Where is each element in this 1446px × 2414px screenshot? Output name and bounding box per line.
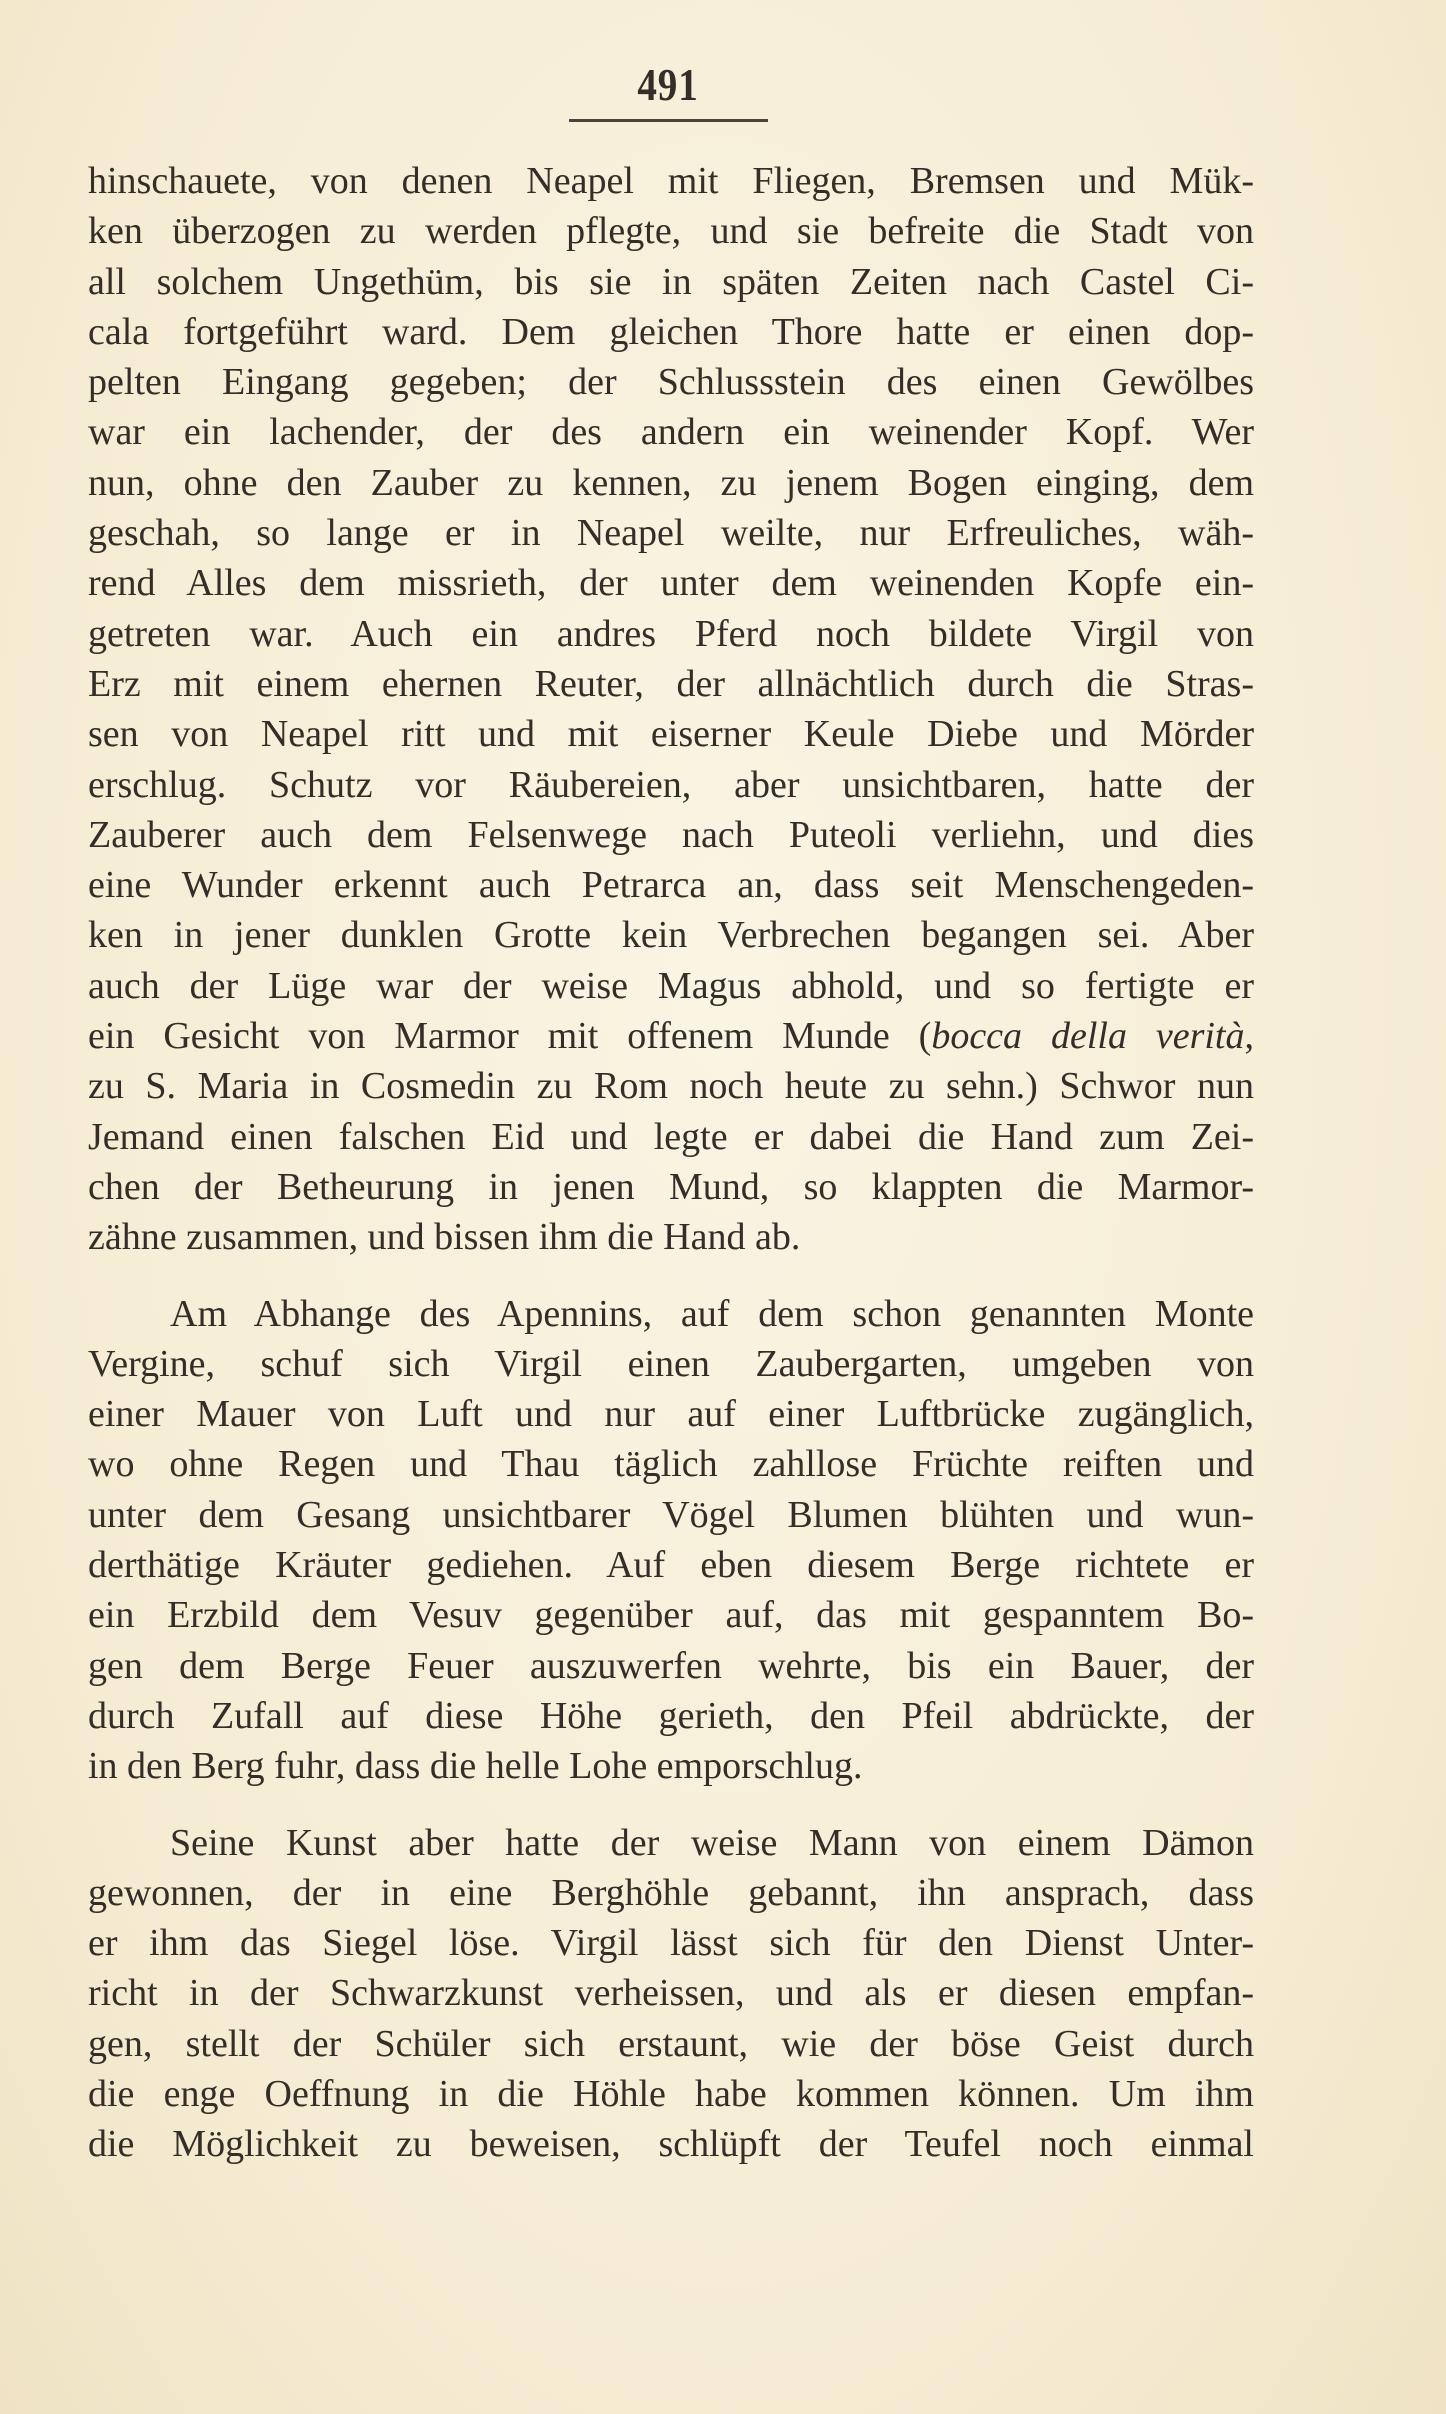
text-line: Am Abhange des Apennins, auf dem schon genannten Monte <box>170 1292 1254 1335</box>
text-segment: , <box>1244 1015 1254 1058</box>
body-text <box>88 156 1254 2170</box>
text-line: war ein lachender, der des andern ein weinender Kopf. Wer <box>88 411 1254 454</box>
italic-phrase: bocca della verità <box>931 1015 1245 1058</box>
text-line: hinschauete, von denen Neapel mit Fliegen, Bremsen und Mük- <box>88 160 1254 202</box>
text-line: cala fortgeführt ward. Dem gleichen Thore hatte er einen dop- <box>88 310 1254 353</box>
text-line: erschlug. Schutz vor Räubereien, aber unsichtbaren, hatte der <box>88 763 1254 806</box>
text-line: die Möglichkeit zu beweisen, schlüpft der Teufel noch einmal <box>88 2123 1254 2166</box>
text-line: richt in der Schwarzkunst verheissen, und als er diesen empfan- <box>88 1972 1254 2015</box>
text-line: gen, stellt der Schüler sich erstaunt, wie der böse Geist durch <box>88 2022 1254 2065</box>
text-line: rend Alles dem missrieth, der unter dem weinenden Kopfe ein- <box>88 562 1254 605</box>
text-line: derthätige Kräuter gediehen. Auf eben diesem Berge richtete er <box>88 1544 1254 1587</box>
text-line: er ihm das Siegel löse. Virgil lässt sich für den Dienst Unter- <box>88 1922 1254 1965</box>
text-line: Jemand einen falschen Eid und legte er dabei die Hand zum Zei- <box>88 1115 1254 1158</box>
text-line: sen von Neapel ritt und mit eiserner Keule Diebe und Mörder <box>88 713 1254 756</box>
text-line: wo ohne Regen und Thau täglich zahllose Früchte reiften und <box>88 1443 1254 1486</box>
text-line: die enge Oeffnung in die Höhle habe kommen können. Um ihm <box>88 2072 1254 2115</box>
text-line: Erz mit einem ehernen Reuter, der allnächtlich durch die Stras- <box>88 662 1254 705</box>
page-number: 491 <box>637 59 699 110</box>
text-line: ken überzogen zu werden pflegte, und sie befreite die Stadt von <box>88 210 1254 253</box>
text-line: all solchem Ungethüm, bis sie in späten Zeiten nach Castel Ci- <box>88 260 1254 303</box>
text-line: auch der Lüge war der weise Magus abhold, und so fertigte er <box>88 964 1254 1007</box>
text-line: Vergine, schuf sich Virgil einen Zaubergarten, umgeben von <box>88 1342 1254 1385</box>
text-line <box>88 1011 1254 1061</box>
header-rule <box>569 119 768 122</box>
text-line: nun, ohne den Zauber zu kennen, zu jenem Bogen einging, dem <box>88 461 1254 504</box>
text-line: gewonnen, der in eine Berghöhle gebannt, ihn ansprach, dass <box>88 1871 1254 1914</box>
text-line: gen dem Berge Feuer auszuwerfen wehrte, bis ein Bauer, der <box>88 1644 1254 1687</box>
text-line: zähne zusammen, und bissen ihm die Hand ab. <box>88 1216 801 1259</box>
text-line: ken in jener dunklen Grotte kein Verbrechen begangen sei. Aber <box>88 914 1254 957</box>
paragraph <box>88 1289 1254 1792</box>
paragraph <box>88 156 1254 1263</box>
text-segment: ein Gesicht von Marmor mit offenem Munde ( <box>88 1015 932 1058</box>
paragraph <box>88 1818 1254 2170</box>
text-line: getreten war. Auch ein andres Pferd noch bildete Virgil von <box>88 612 1254 655</box>
text-line: einer Mauer von Luft und nur auf einer Luftbrücke zugänglich, <box>88 1393 1254 1436</box>
text-line: in den Berg fuhr, dass die helle Lohe emporschlug. <box>88 1745 863 1788</box>
text-line: pelten Eingang gegeben; der Schlussstein des einen Gewölbes <box>88 361 1254 404</box>
text-line: unter dem Gesang unsichtbarer Vögel Blumen blühten und wun- <box>88 1493 1254 1536</box>
text-line: Zauberer auch dem Felsenwege nach Puteoli verliehn, und dies <box>88 813 1254 856</box>
text-line: durch Zufall auf diese Höhe gerieth, den Pfeil abdrückte, der <box>88 1694 1254 1737</box>
text-line: geschah, so lange er in Neapel weilte, nur Erfreuliches, wäh- <box>88 512 1254 555</box>
text-line: eine Wunder erkennt auch Petrarca an, dass seit Menschengeden- <box>88 864 1254 907</box>
text-line: Seine Kunst aber hatte der weise Mann von einem Dämon <box>170 1821 1254 1864</box>
text-line: ein Erzbild dem Vesuv gegenüber auf, das mit gespanntem Bo- <box>88 1594 1254 1637</box>
text-line: chen der Betheurung in jenen Mund, so klappten die Marmor- <box>88 1165 1254 1208</box>
text-line: zu S. Maria in Cosmedin zu Rom noch heute zu sehn.) Schwor nun <box>88 1065 1254 1108</box>
